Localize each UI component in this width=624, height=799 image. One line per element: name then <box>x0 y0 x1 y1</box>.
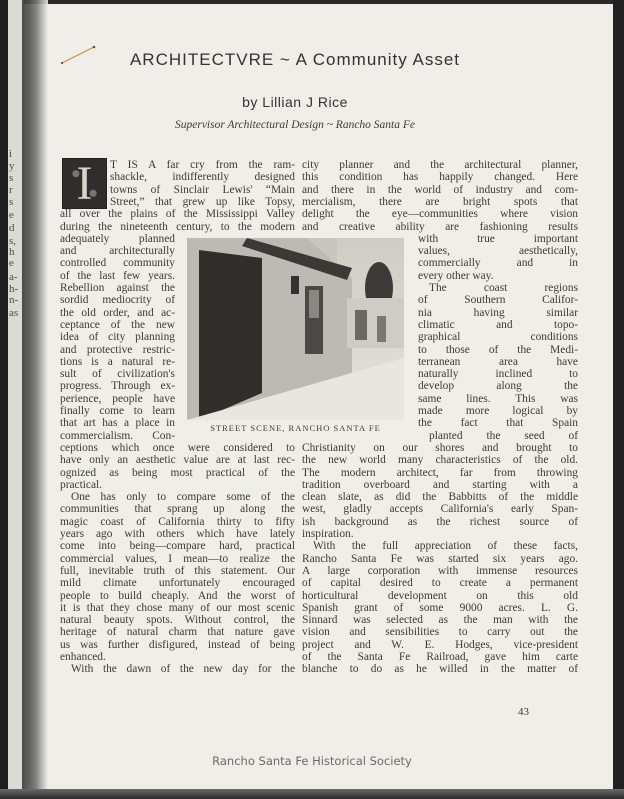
text-line: heritage of natural charm that nature gave <box>60 626 295 639</box>
scan-border-bottom <box>0 789 624 799</box>
text-line: of the Santa Fe Railroad, gave him carte <box>302 651 578 663</box>
text-line: towns of Sinclair Lewis' “Main <box>110 183 295 196</box>
text-line: same lines. This was <box>418 392 578 405</box>
text-line: sordid mediocrity of <box>60 294 175 307</box>
text-line: planted the seed of <box>429 429 578 442</box>
text-line: tradition overboard and starting with a <box>302 478 578 491</box>
text-line: blanche to do as he willed in the matter of <box>302 663 578 676</box>
text-line: Rancho Santa Fe was started six years ago. <box>302 552 578 565</box>
margin-fragment: s <box>9 172 14 184</box>
text-line: idea of city planning <box>60 331 175 344</box>
text-line: Sinnard was selected as the man with the <box>302 614 578 627</box>
text-line: One has only to compare some of the <box>71 491 295 504</box>
scan-border-right <box>613 0 624 799</box>
text-line: years ago with others which have lately <box>60 528 295 540</box>
article-byline: by Lillian J Rice <box>242 94 348 110</box>
text-line: city planner and the architectural planner, <box>302 159 578 171</box>
text-line: it is that they chose many of our most scenic <box>60 601 295 614</box>
text-line: finally come to learn <box>60 405 175 417</box>
text-line: progress. Through ex- <box>60 380 175 393</box>
text-line: nia having similar <box>418 306 578 319</box>
text-line: commercially and in <box>418 257 578 270</box>
margin-fragment: s <box>9 196 14 208</box>
text-line: of the last few years. <box>60 269 175 282</box>
text-line: controlled community <box>60 257 175 270</box>
text-line: shackle, indifferently designed <box>110 171 295 184</box>
drop-cap-letter: I <box>76 157 93 210</box>
text-line: vision and sensibilities to carry out the <box>302 626 578 639</box>
text-line: The modern architect, far from throwing <box>302 466 578 479</box>
text-line: project and W. E. Hodges, vice-president <box>302 638 578 651</box>
text-line: the new world many characteristics of the old. <box>302 454 578 467</box>
text-line: have only an aesthetic value are at last rec- <box>60 454 295 467</box>
margin-fragment: d <box>9 222 15 234</box>
text-line: Spanish grant of some 9000 acres. L. G. <box>302 601 578 614</box>
text-line: during the nineteenth century, to the modern <box>60 220 295 233</box>
text-line: enhanced. <box>60 651 106 663</box>
margin-fragment: i <box>9 148 13 160</box>
text-line: people to build cheaply. And the worst of <box>60 589 295 602</box>
text-line: us was further disfigured, instead of being <box>60 638 295 651</box>
text-line: ceptance of the new <box>60 318 175 331</box>
photo-illustration <box>187 238 404 420</box>
text-line: the fact that Spain <box>418 417 578 430</box>
text-line: mild climate unfortunately encouraged <box>60 577 295 590</box>
margin-fragment: y <box>9 160 15 172</box>
text-line: and protective restric- <box>60 343 175 356</box>
text-line: with true important <box>418 232 578 245</box>
text-line: inspiration. <box>302 528 354 540</box>
text-line: The coast regions <box>429 282 578 294</box>
text-line: commercial values, I mean—to realize the <box>60 552 295 565</box>
text-line: values, aesthetically, <box>418 245 578 258</box>
text-line: sult of civilization's <box>60 368 175 381</box>
text-line: mercialism, there are bright spots that <box>302 195 578 208</box>
text-line: the old order, and ac- <box>60 306 175 319</box>
text-line: horticultural development on this old <box>302 589 578 602</box>
text-line: all over the plains of the Mississippi Valley <box>60 208 295 221</box>
margin-fragment: h <box>9 246 15 258</box>
text-line: made more logical by <box>418 405 578 417</box>
text-line: adequately planned <box>60 232 175 245</box>
text-line: ognized as being most practical of the <box>60 466 295 479</box>
text-line: Christianity on our shores and brought to <box>302 441 578 454</box>
text-line: communities that sprang up along the <box>60 503 295 516</box>
text-line: A large corporation with immense resources <box>302 564 578 577</box>
text-line: come into being—compare hard, practical <box>60 540 295 553</box>
text-line: delight the eye—communities where vision <box>302 208 578 221</box>
text-line: T IS A far cry from the ram- <box>110 159 295 171</box>
text-line: of capital desired to create a permanent <box>302 577 578 590</box>
text-line: and there in the world of industry and com- <box>302 183 578 196</box>
text-line: and architecturally <box>60 245 175 258</box>
text-line: Street,” that grew up like Topsy, <box>110 195 295 208</box>
text-line: naturally inclined to <box>418 368 578 381</box>
text-line: that art has a place in <box>60 417 175 430</box>
text-line: ish background as the richest source of <box>302 515 578 528</box>
text-line: natural beauty spots. Without control, the <box>60 614 295 627</box>
text-line: commercialism. Con- <box>60 429 175 442</box>
scan-border-top <box>0 0 624 4</box>
text-line: every other way. <box>418 269 494 282</box>
footer-credit: Rancho Santa Fe Historical Society <box>212 754 412 768</box>
text-line: and creative ability are fashioning results <box>302 220 578 233</box>
text-line: of Southern Califor- <box>418 294 578 307</box>
text-line: develop along the <box>418 380 578 393</box>
margin-fragment: e <box>9 209 14 221</box>
text-line: tions is a natural re- <box>60 355 175 368</box>
text-line: graphical conditions <box>418 331 578 344</box>
margin-fragment: e <box>9 257 14 269</box>
text-line: ceptions which once were considered to <box>60 441 295 454</box>
text-line: With the full appreciation of these facts, <box>313 540 578 553</box>
margin-fragment: h- <box>9 283 19 295</box>
author-title: Supervisor Architectural Design ~ Rancho Santa Fe <box>174 119 416 131</box>
text-line: Rebellion against the <box>60 282 175 294</box>
text-line: climatic and topo- <box>418 318 578 331</box>
text-line: magic coast of California thirty to fifty <box>60 515 295 528</box>
margin-fragment: a- <box>9 271 18 283</box>
text-line: perience, people have <box>60 392 175 405</box>
street-scene-photo <box>187 238 404 420</box>
text-line: clean slate, as did the Babbitts of the middle <box>302 491 578 504</box>
ornamental-drop-cap <box>62 158 107 209</box>
text-line: full, inevitable truth of this statement. Our <box>60 564 295 577</box>
margin-fragment: as <box>9 307 19 319</box>
margin-fragment: r <box>9 184 13 196</box>
article-title: ARCHITECTVRE ~ A Community Asset <box>129 50 461 69</box>
photo-caption: STREET SCENE, RANCHO SANTA FE <box>210 423 381 433</box>
text-line: practical. <box>60 478 103 491</box>
margin-fragment: n- <box>9 294 19 306</box>
text-line: to those of the Medi- <box>418 343 578 356</box>
text-line: terranean area have <box>418 355 578 368</box>
text-line: west, gladly accepts California's early Span- <box>302 503 578 516</box>
margin-fragment: s, <box>9 235 17 247</box>
text-line: this condition has happily changed. Here <box>302 171 578 184</box>
text-line: With the dawn of the new day for the <box>71 663 295 676</box>
page-number: 43 <box>518 706 529 718</box>
